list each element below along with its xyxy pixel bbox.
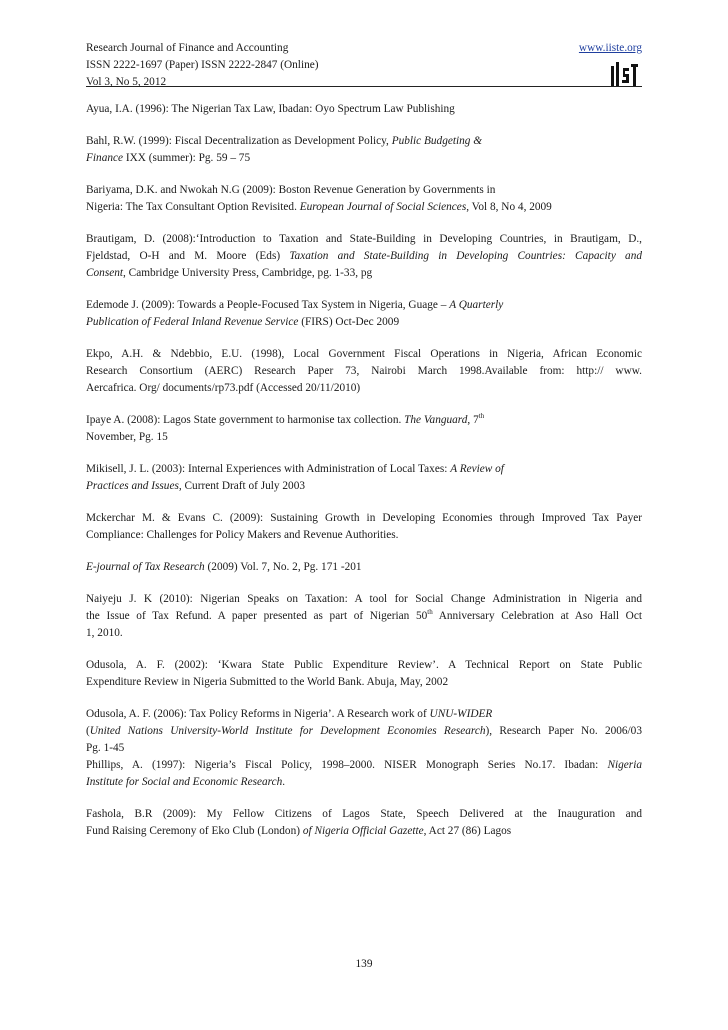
reference-line — [86, 608, 642, 625]
italic-text: European Journal of Social Sciences — [299, 201, 467, 213]
reference-text: (2009) Vol. 7, No. 2, Pg. 171 -201 — [204, 561, 362, 573]
reference-text: Fashola, B.R (2009): My Fellow Citizens of Lagos State, Speech Delivered at the Inauguration and — [86, 808, 642, 820]
reference-text: IXX (summer): Pg. 59 – 75 — [123, 152, 251, 164]
iiste-logo — [610, 60, 640, 88]
reference-entry — [86, 591, 642, 642]
reference-line — [86, 591, 642, 608]
reference-text: , 7 — [467, 414, 479, 426]
italic-text: of Nigeria Official Gazette — [302, 825, 424, 837]
reference-line — [86, 101, 642, 118]
reference-entry — [86, 461, 642, 495]
reference-text: Aercafrica. Org/ documents/rp73.pdf (Accessed 20/11/2010) — [86, 382, 361, 394]
reference-text: Pg. 1-45 — [86, 742, 125, 754]
reference-entry — [86, 510, 642, 544]
reference-text: Edemode J. (2009): Towards a People-Focused Tax System in Nigeria, Guage – — [86, 299, 450, 311]
reference-text: ( — [86, 725, 90, 737]
issn-line: ISSN 2222-1697 (Paper) ISSN 2222-2847 (Online) — [86, 59, 319, 71]
reference-line — [86, 657, 642, 674]
reference-line — [86, 380, 642, 397]
reference-entry — [86, 657, 642, 691]
reference-text: Mckerchar M. & Evans C. (2009): Sustaining Growth in Developing Economies through Improved Tax Payer — [86, 512, 642, 524]
reference-entry — [86, 346, 642, 397]
svg-text:IISTE: IISTE — [625, 87, 628, 88]
reference-line — [86, 199, 642, 216]
reference-entry — [86, 182, 642, 216]
reference-text: ), Research Paper No. 2006/03 — [485, 725, 642, 737]
reference-entry — [86, 231, 642, 282]
reference-text: Nigeria: The Tax Consultant Option Revisited. — [86, 201, 300, 213]
reference-line — [86, 723, 642, 740]
page-header — [86, 40, 642, 104]
reference-text: Odusola, A. F. (2002): ‘Kwara State Public Expenditure Review’. A Technical Report on State Public — [86, 659, 642, 671]
reference-line — [86, 527, 642, 544]
superscript: th — [478, 412, 485, 421]
reference-line — [86, 774, 642, 791]
italic-text: E-journal of Tax Research — [86, 561, 205, 573]
reference-list — [86, 101, 642, 855]
italic-text: Consent — [86, 267, 124, 279]
reference-text: Fund Raising Ceremony of Eko Club (London) — [86, 825, 303, 837]
reference-text: Odusola, A. F. (2006): Tax Policy Reforms in Nigeria’. A Research work of — [86, 708, 430, 720]
reference-text: Fjeldstad, O-H and M. Moore (Eds) — [86, 250, 290, 262]
reference-text: Phillips, A. (1997): Nigeria’s Fiscal Policy, 1998–2000. NISER Monograph Series No.17. Ibadan: — [86, 759, 608, 771]
reference-line — [86, 150, 642, 167]
reference-line — [86, 346, 642, 363]
volume-line: Vol 3, No 5, 2012 — [86, 76, 167, 88]
reference-entry — [86, 133, 642, 167]
reference-text: Ayua, I.A. (1996): The Nigerian Tax Law, Ibadan: Oyo Spectrum Law Publishing — [86, 103, 455, 115]
reference-text: November, Pg. 15 — [86, 431, 168, 443]
italic-text: A Review of — [450, 463, 504, 475]
reference-line — [86, 231, 642, 248]
page-number: 139 — [355, 958, 373, 970]
italic-text: Taxation and State-Building in Developing Countries: Capacity and — [289, 250, 642, 262]
reference-text: Compliance: Challenges for Policy Makers and Revenue Authorities. — [86, 529, 399, 541]
reference-line — [86, 478, 642, 495]
reference-text: Bahl, R.W. (1999): Fiscal Decentralization as Development Policy, — [86, 135, 392, 147]
journal-title: Research Journal of Finance and Accounting — [86, 42, 289, 54]
reference-line — [86, 429, 642, 446]
reference-entry — [86, 806, 642, 840]
reference-line — [86, 412, 642, 429]
reference-entry — [86, 706, 642, 757]
reference-line — [86, 757, 642, 774]
reference-line — [86, 461, 642, 478]
reference-line — [86, 674, 642, 691]
journal-url-link[interactable]: www.iiste.org — [578, 42, 642, 54]
italic-text: United Nations University-World Institute for Development Economies Research — [89, 725, 486, 737]
reference-line — [86, 706, 642, 723]
italic-text: Publication of Federal Inland Revenue Service — [86, 316, 299, 328]
reference-text: (FIRS) Oct-Dec 2009 — [298, 316, 400, 328]
reference-text: the Issue of Tax Refund. A paper presented as part of Nigerian 50 — [86, 610, 428, 622]
reference-text: Brautigam, D. (2008):‘Introduction to Taxation and State-Building in Developing Countries, in Brautigam, D., — [86, 233, 642, 245]
header-divider — [86, 86, 642, 87]
reference-text: 1, 2010. — [86, 627, 123, 639]
italic-text: Finance — [86, 152, 124, 164]
italic-text: The Vanguard — [404, 414, 468, 426]
reference-text: Research Consortium (AERC) Research Paper 73, Nairobi March 1998.Available from: http:// www. — [86, 365, 642, 377]
reference-line — [86, 265, 642, 282]
reference-line — [86, 823, 642, 840]
reference-text: Expenditure Review in Nigeria Submitted to the World Bank. Abuja, May, 2002 — [86, 676, 449, 688]
reference-line — [86, 297, 642, 314]
reference-entry — [86, 559, 642, 576]
italic-text: A Quarterly — [449, 299, 504, 311]
reference-line — [86, 133, 642, 150]
reference-line — [86, 625, 642, 642]
reference-entry — [86, 101, 642, 118]
reference-text: . — [282, 776, 286, 788]
reference-text: Ekpo, A.H. & Ndebbio, E.U. (1998), Local Government Fiscal Operations in Nigeria, African Economic — [86, 348, 642, 360]
superscript: th — [427, 608, 433, 617]
reference-entry — [86, 412, 642, 446]
reference-text: Anniversary Celebration at Aso Hall Oct — [432, 610, 642, 622]
reference-line — [86, 248, 642, 265]
reference-text: Current Draft of July 2003 — [181, 480, 306, 492]
reference-text: Naiyeju J. K (2010): Nigerian Speaks on Taxation: A tool for Social Change Administration in Nigeria and — [86, 593, 642, 605]
italic-text: UNU-WIDER — [429, 708, 493, 720]
reference-line — [86, 510, 642, 527]
reference-line — [86, 559, 642, 576]
reference-entry — [86, 297, 642, 331]
reference-line — [86, 182, 642, 199]
italic-text: Institute for Social and Economic Research — [86, 776, 283, 788]
italic-text: Public Budgeting & — [391, 135, 483, 147]
reference-line — [86, 740, 642, 757]
reference-text: Ipaye A. (2008): Lagos State government to harmonise tax collection. — [86, 414, 405, 426]
reference-line — [86, 806, 642, 823]
reference-line — [86, 363, 642, 380]
reference-text: , Vol 8, No 4, 2009 — [466, 201, 552, 213]
reference-line — [86, 314, 642, 331]
reference-text: , Cambridge University Press, Cambridge, pg. 1-33, pg — [123, 267, 373, 279]
reference-text: Bariyama, D.K. and Nwokah N.G (2009): Boston Revenue Generation by Governments in — [86, 184, 496, 196]
reference-entry — [86, 757, 642, 791]
reference-text: Mikisell, J. L. (2003): Internal Experiences with Administration of Local Taxes: — [86, 463, 451, 475]
italic-text: Nigeria — [607, 759, 642, 771]
italic-text: Practices and Issues, — [86, 480, 182, 492]
reference-text: , Act 27 (86) Lagos — [423, 825, 512, 837]
